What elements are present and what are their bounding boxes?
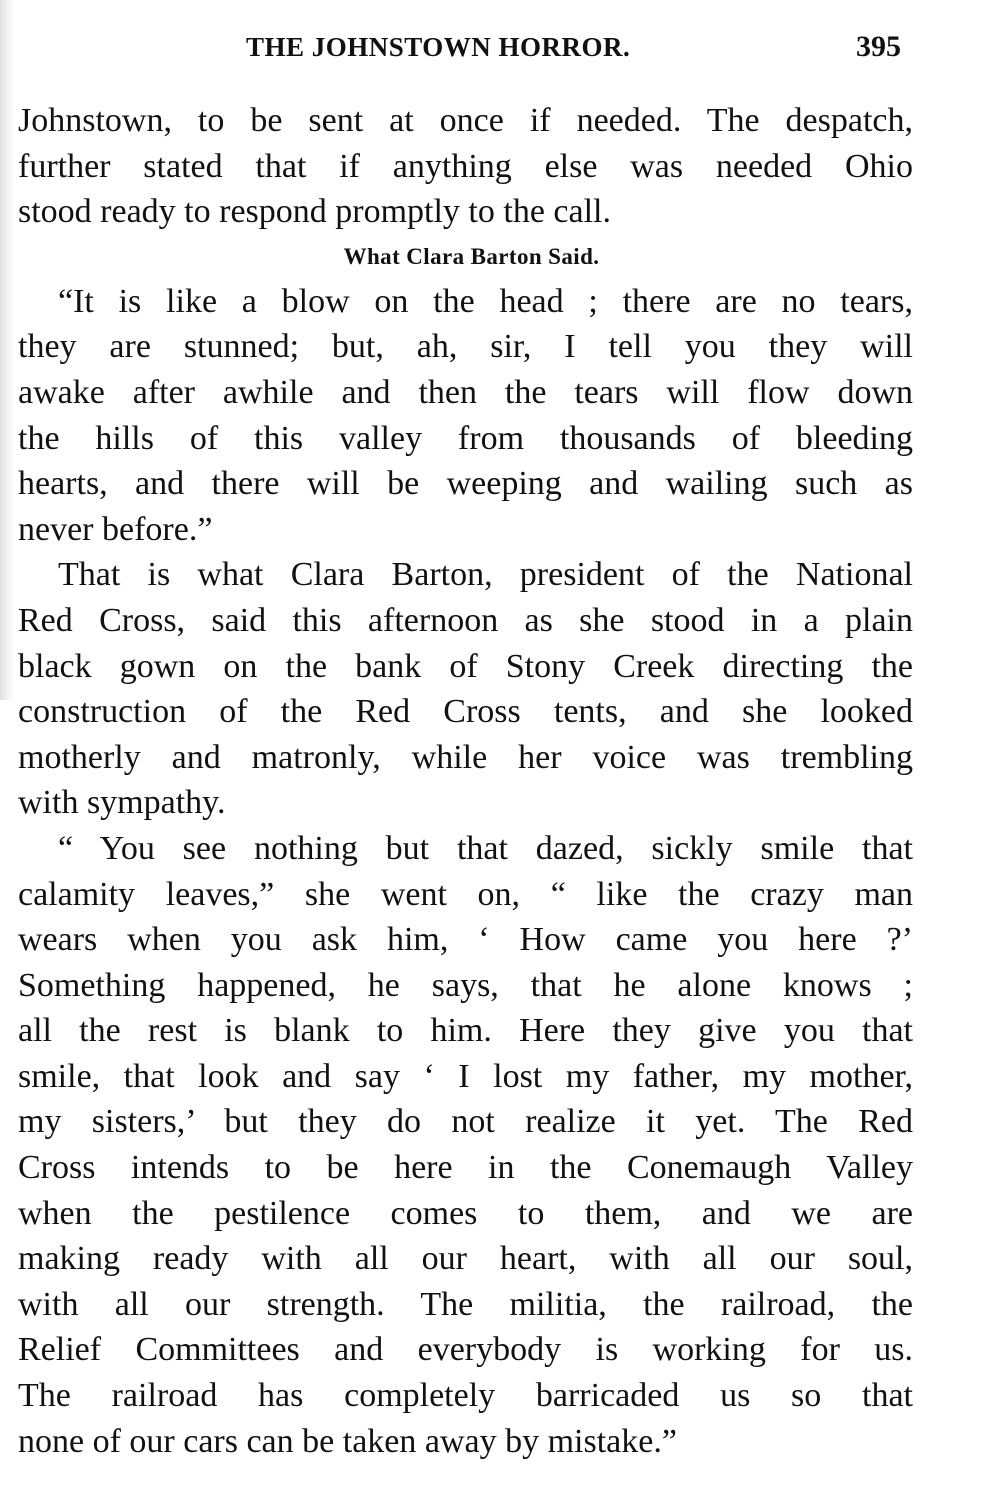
text-line: Johnstown, to be sent at once if needed. The despatch, bbox=[18, 102, 913, 139]
text-line: construction of the Red Cross tents, and she looked bbox=[18, 693, 913, 731]
scan-shadow bbox=[0, 0, 14, 700]
text-line: making ready with all our heart, with all our soul, bbox=[18, 1240, 913, 1278]
text-line: they are stunned; but, ah, sir, I tell you they will bbox=[18, 328, 913, 366]
text-line: the hills of this valley from thousands of bleeding bbox=[18, 419, 913, 457]
text-line: all the rest is blank to him. Here they give you that bbox=[18, 1012, 913, 1050]
text-line: motherly and matronly, while her voice was trembling bbox=[18, 738, 913, 776]
text-line: with all our strength. The militia, the railroad, the bbox=[18, 1285, 913, 1323]
text-line: with sympathy. bbox=[18, 784, 226, 822]
text-line: black gown on the bank of Stony Creek directing the bbox=[18, 647, 913, 685]
text-line: when the pestilence comes to them, and we are bbox=[18, 1194, 913, 1232]
text-line: Relief Committees and everybody is working for us. bbox=[18, 1331, 913, 1369]
text-line: awake after awhile and then the tears will flow down bbox=[18, 373, 913, 411]
text-line: stood ready to respond promptly to the call. bbox=[18, 193, 611, 231]
page-number: 395 bbox=[856, 30, 901, 63]
running-head bbox=[0, 28, 1000, 72]
text-line: The railroad has completely barricaded us so that bbox=[18, 1377, 913, 1415]
text-line: hearts, and there will be weeping and wailing such as bbox=[18, 465, 913, 503]
text-line: Red Cross, said this afternoon as she stood in a plain bbox=[18, 601, 913, 639]
text-line: further stated that if anything else was needed Ohio bbox=[18, 147, 913, 185]
text-line: calamity leaves,” she went on, “ like the crazy man bbox=[18, 875, 913, 913]
text-line: That is what Clara Barton, president of the National bbox=[58, 556, 913, 594]
text-line: wears when you ask him, ‘ How came you here ?’ bbox=[18, 921, 913, 959]
body-text bbox=[18, 98, 913, 1464]
text-line: “It is like a blow on the head ; there are no tears, bbox=[58, 282, 913, 320]
text-line: my sisters,’ but they do not realize it yet. The Red bbox=[18, 1103, 913, 1141]
running-head-title: THE JOHNSTOWN HORROR. bbox=[246, 32, 631, 62]
text-line: Something happened, he says, that he alone knows ; bbox=[18, 966, 913, 1004]
text-line: Cross intends to be here in the Conemaugh Valley bbox=[18, 1149, 913, 1187]
text-line: “ You see nothing but that dazed, sickly smile that bbox=[58, 829, 913, 867]
text-line: smile, that look and say ‘ I lost my father, my mother, bbox=[18, 1057, 913, 1095]
section-heading: What Clara Barton Said. bbox=[343, 243, 600, 269]
text-line: none of our cars can be taken away by mistake.” bbox=[18, 1422, 677, 1460]
text-line: never before.” bbox=[18, 510, 213, 548]
